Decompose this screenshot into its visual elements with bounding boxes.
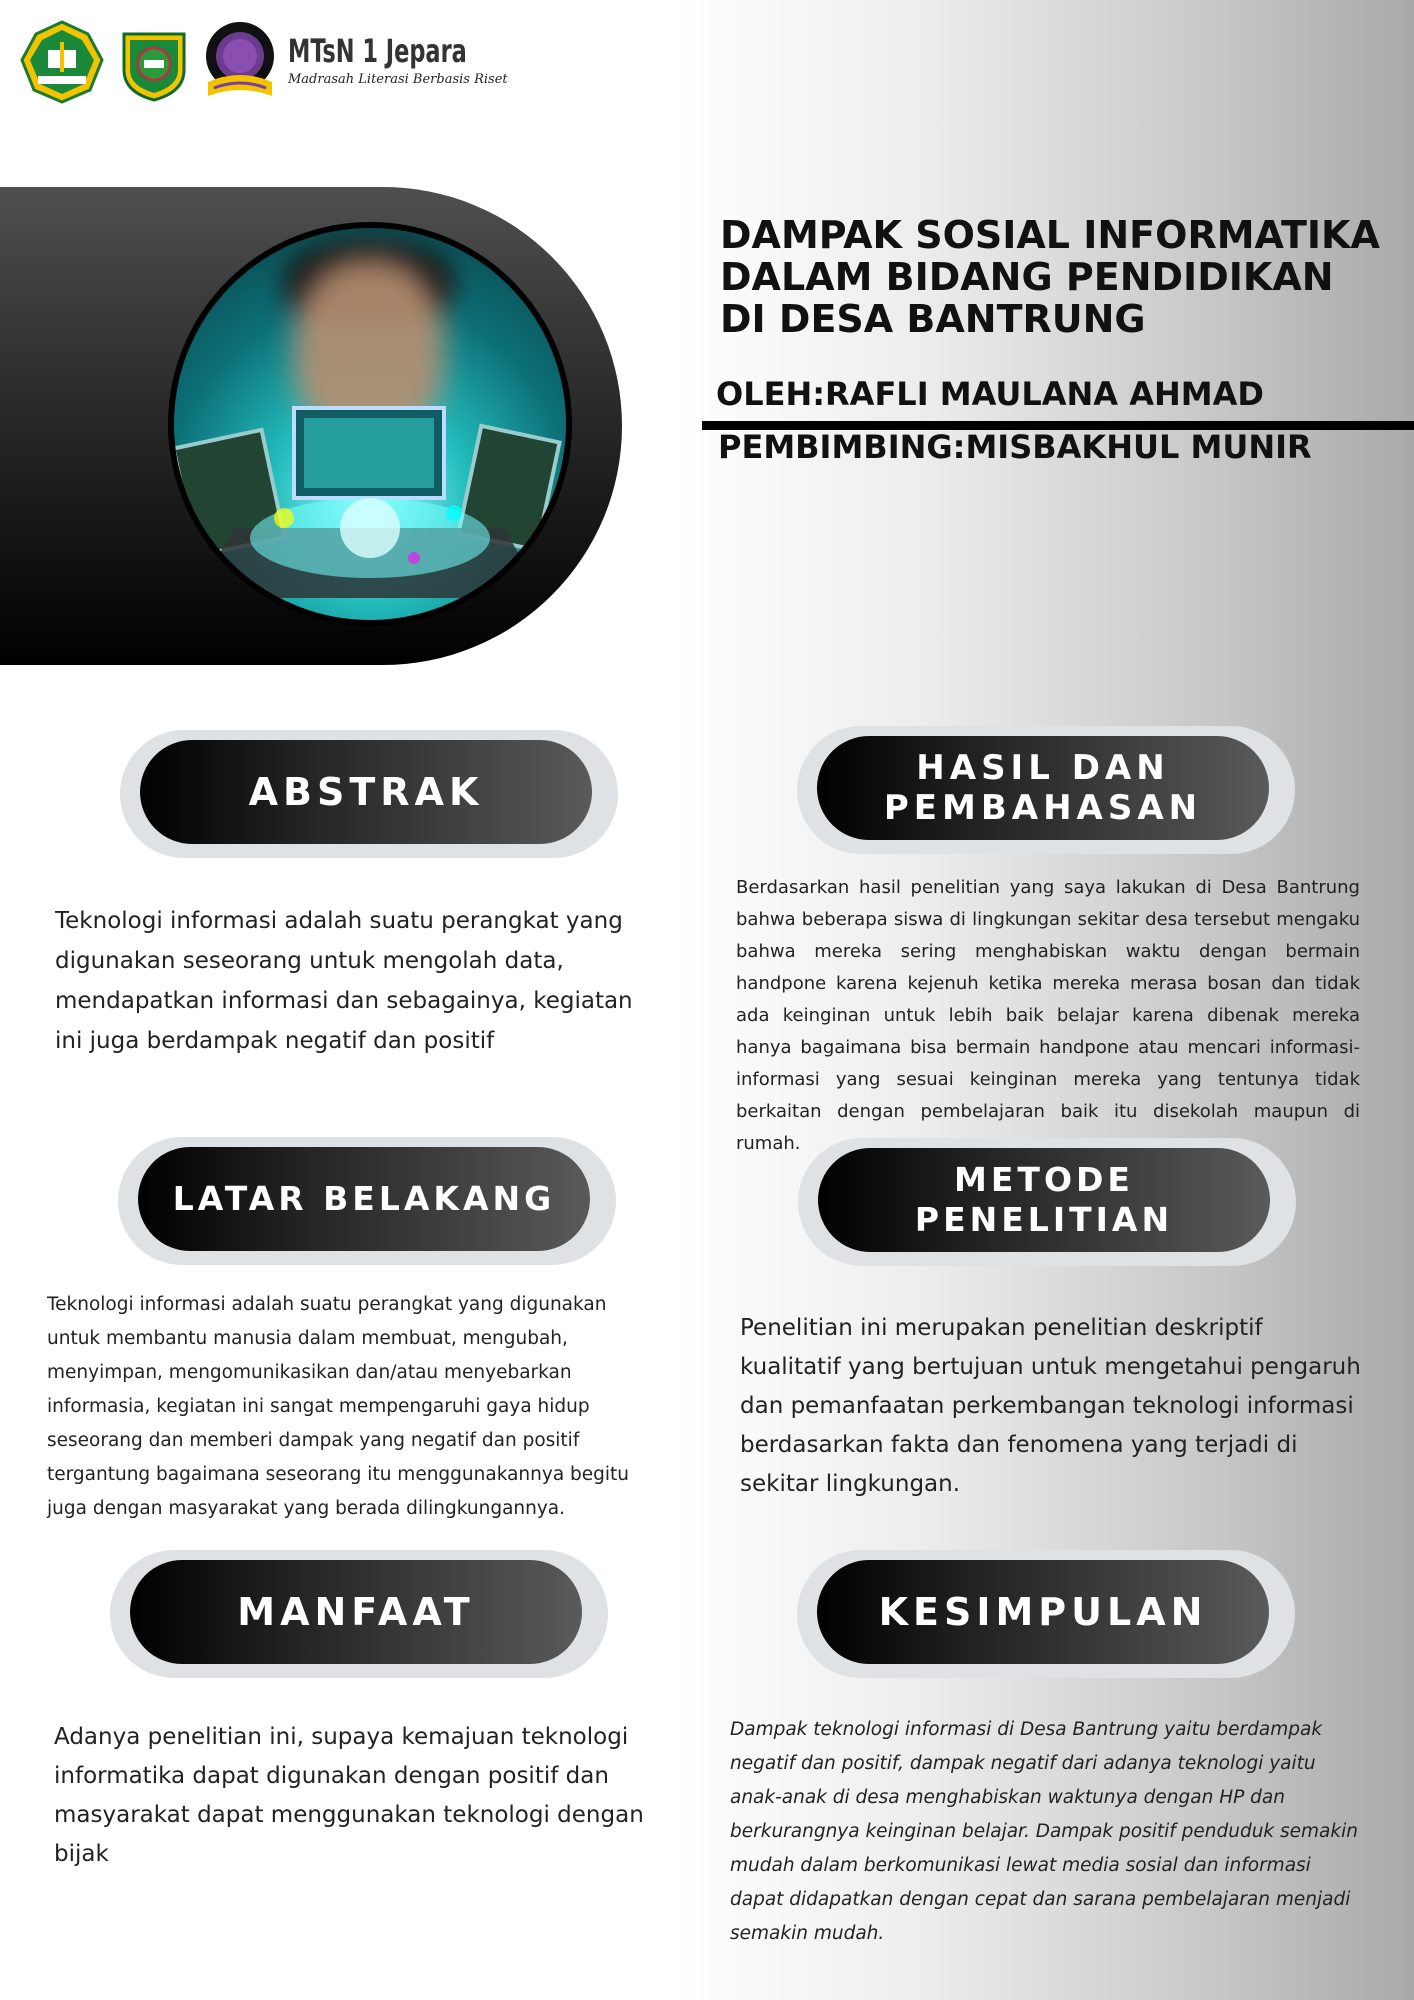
kesimpulan-body: Dampak teknologi informasi di Desa Bantrung yaitu berdampak negatif dan positif, dampak negatif dari adanya teknologi yaitu anak-anak di desa menghabiskan waktunya dengan HP dan berkurangnya keinginan belajar. Dampak positif penduduk semakin mudah dalam berkomunikasi lewat media sosial dan informasi dapat didapatkan dengan cepat dan sarana pembelajaran menjadi semakin mudah. <box>730 1719 1358 1944</box>
kesimpulan-heading: KESIMPULAN <box>817 1560 1269 1664</box>
hasil-body: Berdasarkan hasil penelitian yang saya lakukan di Desa Bantrung bahwa beberapa siswa di lingkungan sekitar desa tersebut mengaku bahwa mereka sering menghabiskan waktu dengan bermain handpone karena kejenuh ketika mereka merasa bosan dan tidak ada keinginan untuk lebih baik belajar karena dibenak mereka hanya bagaimana bisa bermain handpone atau mencari informasi-informasi yang sesuai keinginan mereka yang tentunya tidak berkaitan dengan pembelajaran baik itu disekolah maupun di rumah. <box>736 877 1360 1154</box>
kemenag-logo-icon <box>18 20 106 104</box>
hero-photo <box>168 222 572 626</box>
abstrak-heading-pill <box>120 730 618 858</box>
metode-heading: METODE PENELITIAN <box>818 1148 1270 1252</box>
metode-heading-pill <box>798 1138 1296 1266</box>
manfaat-heading: MANFAAT <box>130 1560 582 1664</box>
latar-heading: LATAR BELAKANG <box>138 1147 590 1251</box>
madrasah-logo-icon <box>118 26 190 102</box>
abstrak-body: Teknologi informasi adalah suatu perangkat yang digunakan seseorang untuk mengolah data, mendapatkan informasi dan sebagainya, kegiatan ini juga berdampak negatif dan positif <box>55 908 633 1054</box>
metode-body: Penelitian ini merupakan penelitian deskriptif kualitatif yang bertujuan untuk mengetahui pengaruh dan pemanfaatan perkembangan teknologi informasi berdasarkan fakta dan fenomena yang terjadi di sekitar lingkungan. <box>740 1315 1361 1497</box>
kesimpulan-heading-pill <box>797 1550 1295 1678</box>
school-name-block <box>288 32 517 87</box>
poster-title: DAMPAK SOSIAL INFORMATIKA DALAM BIDANG PENDIDIKAN DI DESA BANTRUNG <box>720 213 1380 341</box>
advisor-line: PEMBIMBING:MISBAKHUL MUNIR <box>718 428 1312 466</box>
manfaat-heading-pill <box>110 1550 608 1678</box>
author-line: OLEH:RAFLI MAULANA AHMAD <box>716 375 1264 413</box>
school-tagline: Madrasah Literasi Berbasis Riset <box>288 72 508 87</box>
manfaat-body: Adanya penelitian ini, supaya kemajuan teknologi informatika dapat digunakan dengan positif dan masyarakat dapat menggunakan teknologi dengan bijak <box>54 1724 644 1867</box>
abstrak-heading: ABSTRAK <box>140 740 592 844</box>
literacy-logo-icon <box>200 18 280 102</box>
hasil-heading-pill <box>797 726 1295 854</box>
technology-devices-illustration <box>174 398 566 626</box>
latar-heading-pill <box>118 1137 616 1265</box>
hasil-heading: HASIL DAN PEMBAHASAN <box>817 736 1269 840</box>
latar-body: Teknologi informasi adalah suatu perangkat yang digunakan untuk membantu manusia dalam membuat, mengubah, menyimpan, mengomunikasikan dan/atau menyebarkan informasia, kegiatan ini sangat mempengaruhi gaya hidup seseorang dan memberi dampak yang negatif dan positif tergantung bagaimana seseorang itu menggunakannya begitu juga dengan masyarakat yang berada dilingkungannya. <box>47 1294 630 1519</box>
school-name: MTsN 1 Jepara <box>288 32 467 70</box>
